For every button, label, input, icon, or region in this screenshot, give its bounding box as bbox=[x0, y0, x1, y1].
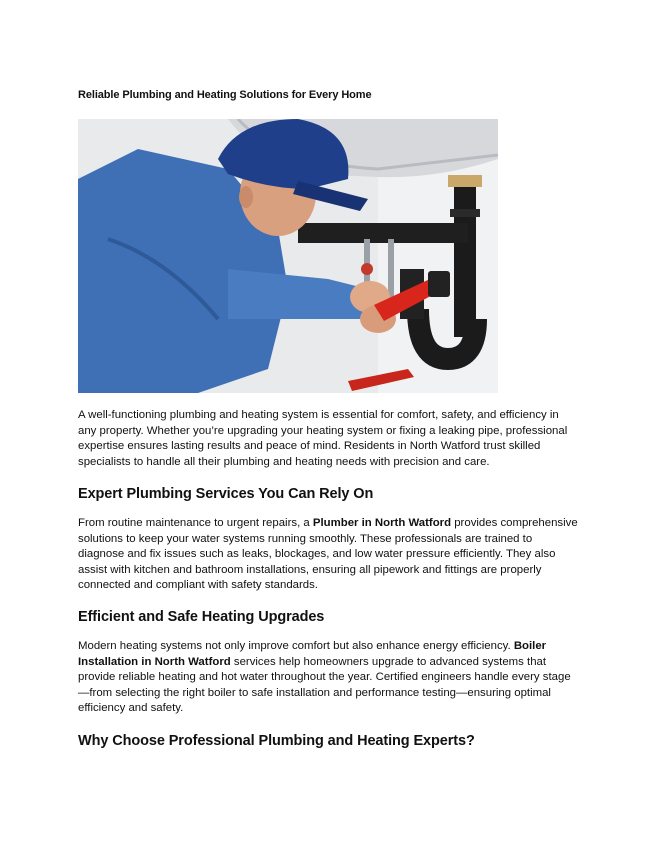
section-heading-plumbing: Expert Plumbing Services You Can Rely On bbox=[78, 486, 374, 502]
plumbing-paragraph bbox=[78, 516, 578, 594]
section-heading-heating: Efficient and Safe Heating Upgrades bbox=[78, 609, 325, 625]
document-title: Reliable Plumbing and Heating Solutions for Every Home bbox=[78, 89, 372, 101]
heating-text-end: services help homeowners upgrade to advanced systems that provide reliable heating and hot water throughout the year. Certified engineers handle every stage—from selecting the right boiler to safe installation and performance testing—ensuring optimal efficiency and safety. bbox=[78, 655, 571, 715]
section-heading-why-choose: Why Choose Professional Plumbing and Heating Experts? bbox=[78, 733, 475, 749]
plumber-photo bbox=[78, 119, 498, 393]
plumber-keyword: Plumber in North Watford bbox=[312, 517, 452, 529]
plumbing-text-end: provides comprehensive solutions to keep your water systems running smoothly. These professionals are trained to diagnose and fix issues such as leaks, blockages, and low water pressure efficiently. They also assist with kitchen and bathroom installations, ensuring all pipework and fittings are properly connected and compliant with safety standards. bbox=[78, 517, 578, 592]
heating-paragraph bbox=[78, 639, 578, 717]
plumbing-text-start: From routine maintenance to urgent repairs, a bbox=[78, 517, 313, 529]
heating-text-start: Modern heating systems not only improve comfort but also enhance energy efficiency. bbox=[78, 640, 514, 652]
intro-paragraph: A well-functioning plumbing and heating system is essential for comfort, safety, and efficiency in any property. Whether you’re upgrading your heating system or fixing a leaking pipe, professional expertise ensures lasting results and peace of mind. Residents in North Watford trust skilled specialists to handle all their plumbing and heating needs with precision and care. bbox=[78, 409, 568, 468]
boiler-keyword: Boiler Installation in North Watford bbox=[78, 640, 547, 668]
